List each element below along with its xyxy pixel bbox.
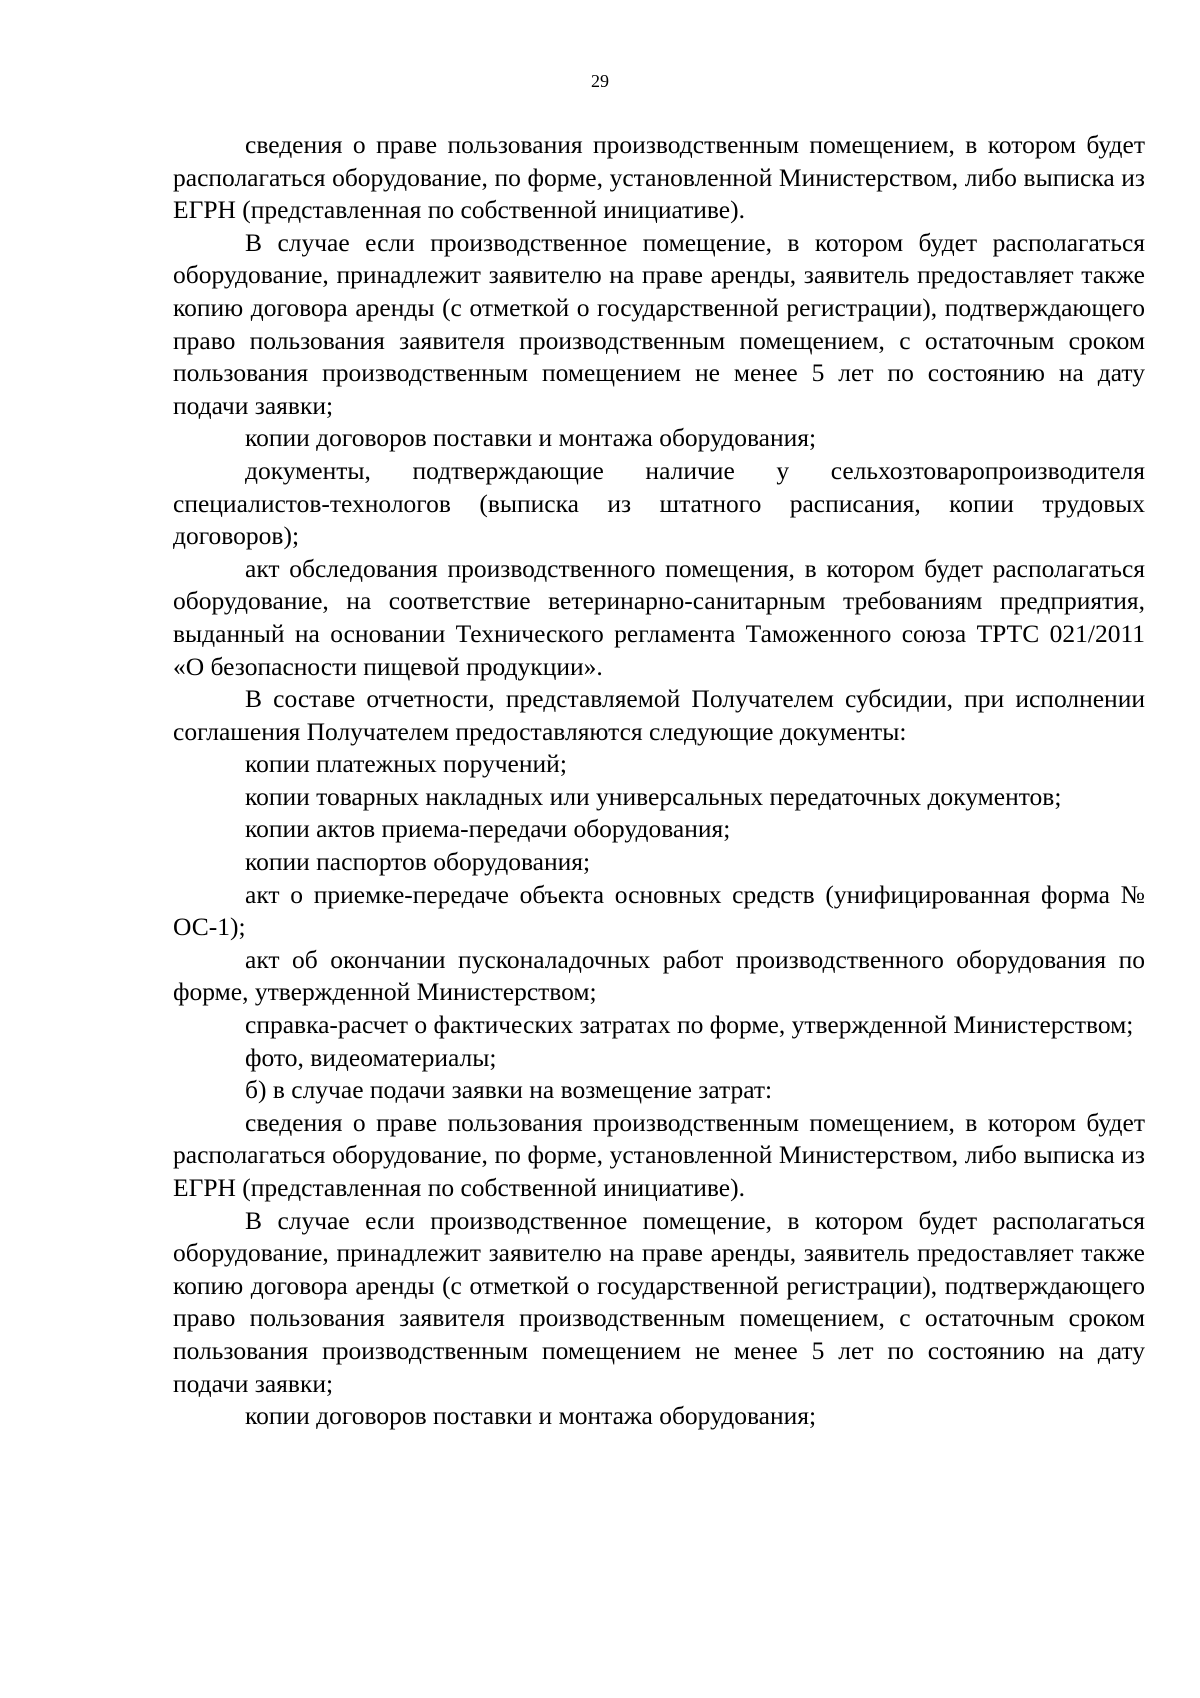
- paragraph: копии договоров поставки и монтажа оборудования;: [245, 423, 817, 453]
- paragraph: копии платежных поручений;: [245, 749, 567, 779]
- paragraph: сведения о праве пользования производственным помещением, в котором будет располагаться оборудование, по форме, установленной Министерством, либо выписка из ЕГРН (представленная по собственной инициативе).: [173, 1107, 1145, 1202]
- paragraph: б) в случае подачи заявки на возмещение затрат:: [245, 1075, 773, 1105]
- paragraph: В случае если производственное помещение, в котором будет располагаться оборудование, принадлежит заявителю на праве аренды, заявитель предоставляет также копию договора аренды (с отметкой о государственной регистрации), подтверждающего право пользования заявителя производственным помещением, с остаточным сроком пользования производственным помещением не менее 5 лет по состоянию на дату подачи заявки;: [173, 1205, 1145, 1398]
- paragraph: акт об окончании пусконаладочных работ производственного оборудования по форме, утвержденной Министерством;: [173, 944, 1145, 1007]
- paragraph: копии паспортов оборудования;: [245, 847, 591, 877]
- document-body: [173, 129, 1145, 1433]
- paragraph: В составе отчетности, представляемой Получателем субсидии, при исполнении соглашения Получателем предоставляются следующие документы:: [173, 684, 1145, 746]
- page-number: 29: [591, 71, 609, 91]
- paragraph: копии договоров поставки и монтажа оборудования;: [245, 1401, 817, 1431]
- paragraph: справка-расчет о фактических затратах по форме, утвержденной Министерством;: [245, 1010, 1134, 1040]
- paragraph: В случае если производственное помещение, в котором будет располагаться оборудование, принадлежит заявителю на праве аренды, заявитель предоставляет также копию договора аренды (с отметкой о государственной регистрации), подтверждающего право пользования заявителя производственным помещением, с остаточным сроком пользования производственным помещением не менее 5 лет по состоянию на дату подачи заявки;: [173, 227, 1145, 420]
- paragraph: фото, видеоматериалы;: [245, 1042, 497, 1072]
- paragraph: акт обследования производственного помещения, в котором будет располагаться оборудование, на соответствие ветеринарно-санитарным требованиям предприятия, выданный на основании Технического регламента Таможенного союза ТРТС 021/2011 «О безопасности пищевой продукции».: [173, 553, 1145, 681]
- paragraph: копии товарных накладных или универсальных передаточных документов;: [245, 781, 1062, 811]
- paragraph: акт о приемке-передаче объекта основных средств (унифицированная форма № ОС-1);: [173, 879, 1145, 942]
- paragraph: копии актов приема-передачи оборудования;: [245, 814, 731, 844]
- paragraph: сведения о праве пользования производственным помещением, в котором будет располагаться оборудование, по форме, установленной Министерством, либо выписка из ЕГРН (представленная по собственной инициативе).: [173, 130, 1145, 225]
- paragraph: документы, подтверждающие наличие у сельхозтоваропроизводителя специалистов-технологов (выписка из штатного расписания, копии трудовых договоров);: [173, 455, 1145, 551]
